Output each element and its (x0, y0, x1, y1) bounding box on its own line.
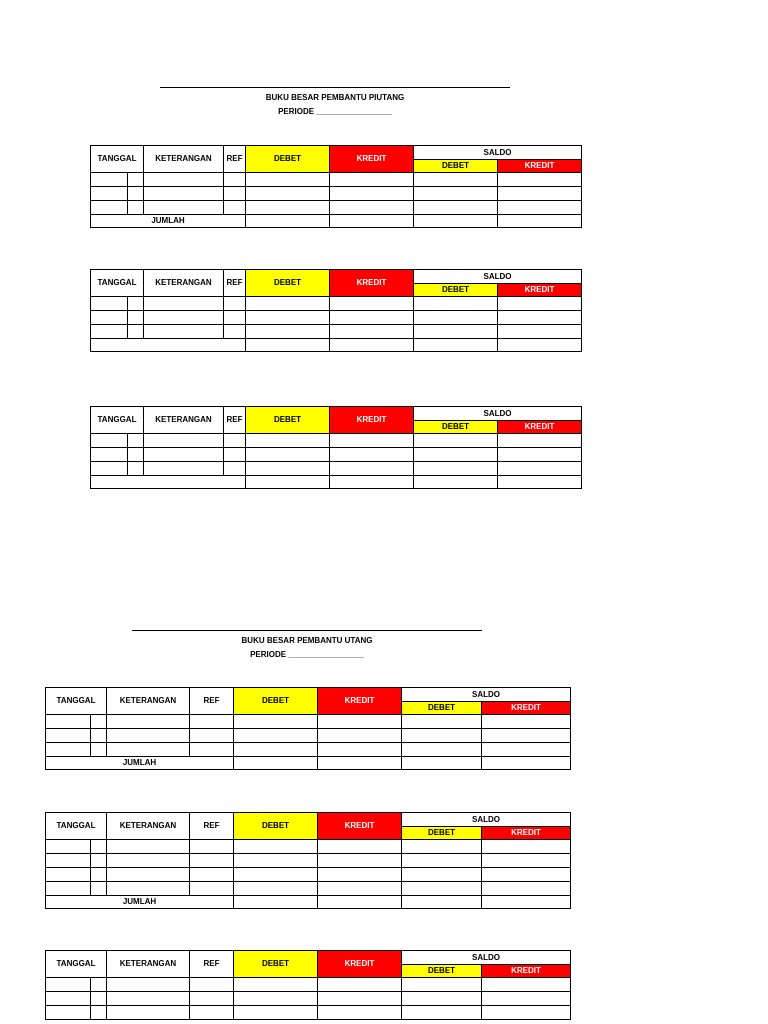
jumlah-row (91, 476, 582, 489)
table-row (46, 743, 571, 757)
table-row (91, 325, 582, 339)
header-debet: DEBET (246, 407, 330, 434)
header-kredit: KREDIT (330, 407, 414, 434)
header-saldo-debet: DEBET (414, 421, 498, 434)
header-debet: DEBET (246, 146, 330, 173)
header-saldo: SALDO (414, 270, 582, 284)
table-row (91, 311, 582, 325)
table-row (91, 297, 582, 311)
piutang-ledger-table-3 (90, 406, 582, 489)
header-saldo: SALDO (402, 951, 571, 965)
header-keterangan: KETERANGAN (107, 813, 190, 840)
table-row (46, 715, 571, 729)
header-keterangan: KETERANGAN (144, 407, 224, 434)
piutang-periode: PERIODE _________________ (278, 107, 392, 116)
header-saldo-debet: DEBET (402, 827, 482, 840)
header-saldo-debet: DEBET (414, 284, 498, 297)
header-tanggal: TANGGAL (46, 813, 107, 840)
utang-ledger-table-3 (45, 950, 571, 1020)
header-keterangan: KETERANGAN (107, 688, 190, 715)
header-saldo-kredit: KREDIT (498, 160, 582, 173)
piutang-title: BUKU BESAR PEMBANTU PIUTANG (265, 93, 405, 102)
header-saldo-kredit: KREDIT (482, 702, 571, 715)
header-debet: DEBET (246, 270, 330, 297)
header-tanggal: TANGGAL (91, 407, 144, 434)
header-keterangan: KETERANGAN (107, 951, 190, 978)
header-ref: REF (190, 688, 234, 715)
header-tanggal: TANGGAL (46, 951, 107, 978)
table-row (91, 462, 582, 476)
header-kredit: KREDIT (318, 813, 402, 840)
table-row (91, 434, 582, 448)
table-row (46, 729, 571, 743)
header-kredit: KREDIT (318, 688, 402, 715)
header-saldo: SALDO (414, 407, 582, 421)
header-saldo-kredit: KREDIT (482, 827, 571, 840)
jumlah-label: JUMLAH (46, 896, 234, 909)
utang-periode: PERIODE _________________ (250, 650, 364, 659)
jumlah-row (91, 339, 582, 352)
header-kredit: KREDIT (330, 146, 414, 173)
table-row (46, 1006, 571, 1020)
table-row (91, 187, 582, 201)
jumlah-row (46, 896, 571, 909)
table-row (46, 840, 571, 854)
header-ref: REF (224, 407, 246, 434)
header-debet: DEBET (234, 813, 318, 840)
header-tanggal: TANGGAL (91, 146, 144, 173)
table-row (91, 201, 582, 215)
jumlah-label: JUMLAH (91, 215, 246, 228)
table-row (46, 978, 571, 992)
header-ref: REF (190, 951, 234, 978)
header-tanggal: TANGGAL (91, 270, 144, 297)
jumlah-label: JUMLAH (46, 757, 234, 770)
header-saldo: SALDO (402, 813, 571, 827)
header-kredit: KREDIT (330, 270, 414, 297)
header-saldo-kredit: KREDIT (498, 284, 582, 297)
header-saldo-kredit: KREDIT (482, 965, 571, 978)
header-saldo-debet: DEBET (414, 160, 498, 173)
header-debet: DEBET (234, 688, 318, 715)
table-row (46, 868, 571, 882)
header-keterangan: KETERANGAN (144, 270, 224, 297)
jumlah-row (46, 757, 571, 770)
header-keterangan: KETERANGAN (144, 146, 224, 173)
header-tanggal: TANGGAL (46, 688, 107, 715)
utang-title: BUKU BESAR PEMBANTU UTANG (241, 636, 373, 645)
header-saldo: SALDO (402, 688, 571, 702)
piutang-ledger-table-1 (90, 145, 582, 228)
utang-name-line (132, 630, 482, 631)
header-saldo-debet: DEBET (402, 965, 482, 978)
header-ref: REF (224, 146, 246, 173)
header-saldo: SALDO (414, 146, 582, 160)
header-saldo-kredit: KREDIT (498, 421, 582, 434)
table-row (91, 173, 582, 187)
jumlah-row (91, 215, 582, 228)
table-row (46, 854, 571, 868)
utang-ledger-table-2 (45, 812, 571, 909)
header-ref: REF (190, 813, 234, 840)
piutang-name-line (160, 87, 510, 88)
header-kredit: KREDIT (318, 951, 402, 978)
header-ref: REF (224, 270, 246, 297)
header-saldo-debet: DEBET (402, 702, 482, 715)
utang-ledger-table-1 (45, 687, 571, 770)
piutang-ledger-table-2 (90, 269, 582, 352)
table-row (46, 882, 571, 896)
header-debet: DEBET (234, 951, 318, 978)
table-row (91, 448, 582, 462)
table-row (46, 992, 571, 1006)
